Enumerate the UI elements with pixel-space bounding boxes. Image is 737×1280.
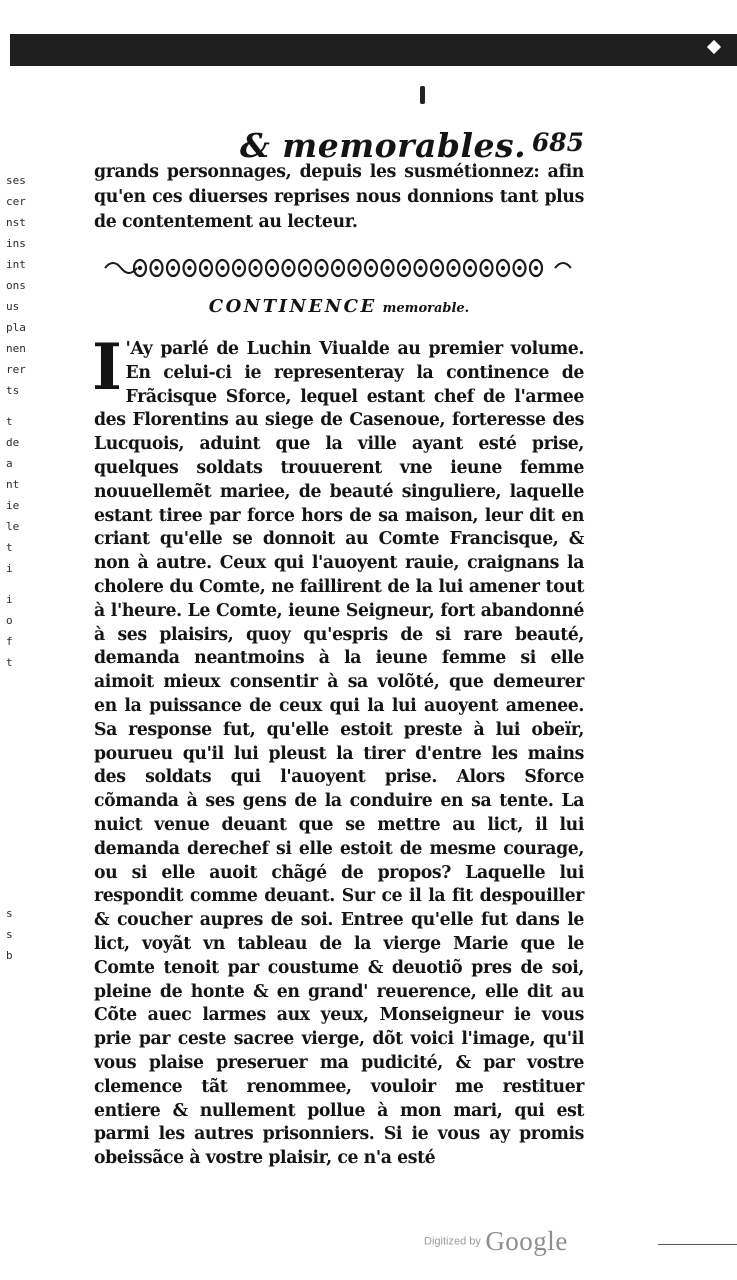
margin-fragment: ts [6,384,20,397]
body-text: 'Ay parlé de Luchin Viualde au premier volume. En celui-ci ie representeray la continence de Frãcisque Sforce, lequel estant chef de l'armee des Florentins au siege de Casenoue, forteresse des Lucquois, aduint que la ville ayant esté prise, quelques soldats trouuerent vne ieune femme nouuellemẽt mariee, de beauté singuliere, laquelle estant tiree par force hors de sa maison, leur dit en criant qu'elle se donnoit au Comte Francisque, & non à autre. Ceux qui l'auoyent rauie, craignans la cholere du Comte, ne faillirent de la lui amener tout à l'heure. Le Comte, ieune Seigneur, fort abandonné à ses plaisirs, quoy qu'espris de si rare beauté, demanda neantmoins à la ieune femme si elle aimoit mieux consentir à sa volõté, que demeurer en la puissance de ceux qui la lui auoyent amenee. Sa response fut, qu'elle estoit preste à lui obeïr, pourueu qu'il lui pleust la tirer d'entre les mains des soldats qui l'auoyent prise. Alors Sforce cõmanda à ses gens de la conduire en sa tente. La nuict venue deuant que se mettre au lict, il lui demanda derechef si elle estoit de mesme courage, ou si elle auoit chãgé de propos? Laquelle lui respondit comme deuant. Sur ce il la fit despouiller & coucher aupres de soi. Entree qu'elle fut dans le lict, voyãt vn tableau de la vierge Marie que le Comte tenoit par coustume & deuotiõ pres de soi, pleine de honte & en grand' reuerence, elle dit au Cõte auec larmes aux yeux, Monseigneur ie vous prie par ceste sacree vierge, dõt voici l'image, qu'il vous plaise preseruer ma pudicité, & par vostre clemence tãt renommee, vouloir me restituer entiere & nullement pollue à mon mari, qui est parmi les autres prisonniers. Si ie vous ay promis obeissãce à vostre plaisir, ce n'a esté [94,339,584,1169]
ornament-dot [171,266,175,270]
margin-fragment: o [6,614,13,627]
margin-gap [6,673,36,903]
margin-fragment: cer [6,195,26,208]
margin-fragment: i [6,562,13,575]
scan-nick [707,40,721,54]
margin-fragment: rer [6,363,26,376]
digitized-by-label: Digitized by [424,1235,481,1248]
margin-fragment: us [6,300,20,313]
margin-fragment: ons [6,279,26,292]
ornament-dot [253,266,257,270]
ornament-dot [418,266,422,270]
margin-fragment: f [6,635,13,648]
ornament-dot [402,266,406,270]
ornament-dot [451,266,455,270]
drop-cap: I [92,330,122,405]
body-paragraph [92,330,584,1171]
ornament-dot [303,266,307,270]
facing-page-margin [6,170,36,966]
ornament-dot [369,266,373,270]
ornament-dot [484,266,488,270]
ornament-dot [468,266,472,270]
intro-paragraph [94,160,584,235]
margin-fragment: t [6,656,13,669]
ornament-dot [220,266,224,270]
margin-fragment: s [6,907,13,920]
margin-gap [6,401,36,411]
ornament-dot [517,266,521,270]
page-number: 685 [531,128,584,157]
margin-fragment: t [6,415,13,428]
section-heading-main: CONTINENCE [208,296,377,317]
margin-fragment: a [6,457,13,470]
margin-fragment: b [6,949,13,962]
ornament-dot [435,266,439,270]
margin-gap [6,579,36,589]
margin-fragment: de [6,436,20,449]
ink-mark [420,86,425,104]
ornament-dot [336,266,340,270]
margin-fragment: ses [6,174,26,187]
margin-fragment: le [6,520,20,533]
google-wordmark: Google [485,1226,568,1256]
margin-fragment: nt [6,478,20,491]
ornament-dot [319,266,323,270]
margin-fragment: ie [6,499,20,512]
margin-fragment: i [6,593,13,606]
scan-top-band [10,34,737,66]
decorative-ornament-band [100,253,580,283]
ornament-dot [270,266,274,270]
section-heading [94,296,584,317]
ornament-dot [138,266,142,270]
ornament-dot [286,266,290,270]
margin-fragment: int [6,258,26,271]
running-title: & memorables. [240,126,527,165]
margin-fragment: s [6,928,13,941]
section-heading-sub: memorable. [382,301,470,316]
margin-fragment: ins [6,237,26,250]
intro-text: grands personnages, depuis les susmétionnez: afin qu'en ces diuerses reprises nous donnions tant plus de contentement au lecteur. [94,162,584,232]
margin-fragment: nst [6,216,26,229]
margin-fragment: nen [6,342,26,355]
ornament-dot [204,266,208,270]
ornament-dot [154,266,158,270]
ornament-dot [501,266,505,270]
margin-fragment: pla [6,321,26,334]
scan-edge-line [658,1244,737,1245]
ornament-dot [237,266,241,270]
ornament-dot [534,266,538,270]
ornament-dot [385,266,389,270]
margin-fragment: t [6,541,13,554]
ornament-dot [352,266,356,270]
ornament-dot [187,266,191,270]
digitization-watermark [424,1226,568,1256]
